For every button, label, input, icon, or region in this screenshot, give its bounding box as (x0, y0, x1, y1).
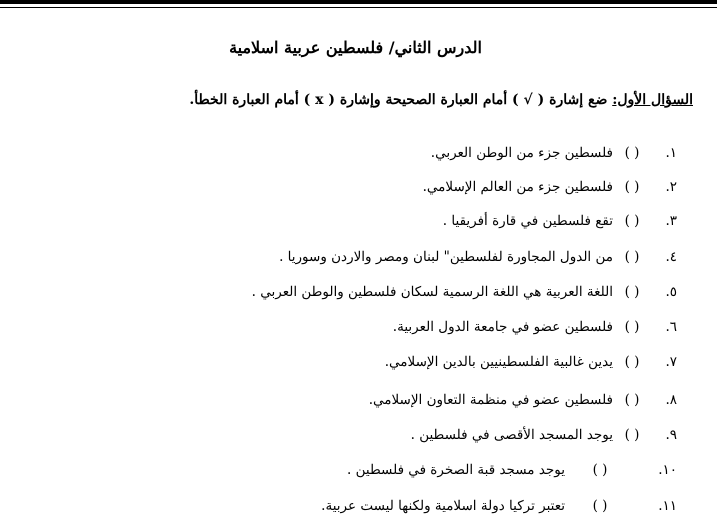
item-number: ٦. (665, 319, 677, 335)
item-text: فلسطين عضو في منظمة التعاون الإسلامي. (368, 392, 613, 408)
item-text: من الدول المجاورة لفلسطين" لبنان ومصر والاردن وسوريا . (279, 249, 613, 265)
item-text: تعتبر تركيا دولة اسلامية ولكنها ليست عربية. (321, 498, 565, 514)
item-number: ٢. (665, 179, 677, 195)
answer-box[interactable]: ( ) (592, 498, 608, 514)
item-text: فلسطين جزء من العالم الإسلامي. (422, 179, 613, 195)
list-item (443, 209, 677, 233)
answer-box[interactable]: ( ) (592, 462, 608, 478)
answer-box[interactable]: ( ) (624, 249, 640, 265)
item-number: ١٠. (658, 462, 677, 478)
item-text: تقع فلسطين في قارة أفريقيا . (442, 213, 613, 229)
list-item (385, 350, 677, 374)
answer-box[interactable]: ( ) (624, 427, 640, 443)
answer-box[interactable]: ( ) (624, 319, 640, 335)
answer-box[interactable]: ( ) (624, 284, 640, 300)
list-item (423, 175, 677, 199)
answer-box[interactable]: ( ) (624, 145, 640, 161)
item-text: اللغة العربية هي اللغة الرسمية لسكان فلسطين والوطن العربي . (251, 284, 613, 300)
question-label: السؤال الأول: (612, 92, 693, 108)
lesson-title: الدرس الثاني/ فلسطين عربية اسلامية (229, 38, 482, 57)
list-item (252, 280, 677, 304)
item-text: يدين غالبية الفلسطينيين بالدين الإسلامي. (384, 354, 613, 370)
item-text: يوجد مسجد قبة الصخرة في فلسطين . (347, 462, 565, 478)
item-number: ٧. (665, 354, 677, 370)
item-number: ٩. (665, 427, 677, 443)
item-number: ٨. (665, 392, 677, 408)
answer-box[interactable]: ( ) (624, 179, 640, 195)
item-text: فلسطين عضو في جامعة الدول العربية. (392, 319, 613, 335)
item-text: يوجد المسجد الأقصى في فلسطين . (410, 427, 613, 443)
item-number: ٥. (665, 284, 677, 300)
list-item (347, 458, 677, 482)
list-item (369, 388, 677, 412)
answer-box[interactable]: ( ) (624, 213, 640, 229)
list-item (321, 494, 677, 518)
item-text: فلسطين جزء من الوطن العربي. (430, 145, 613, 161)
question-instruction: ضع إشارة ( √ ) أمام العبارة الصحيحة وإشارة ( x ) أمام العبارة الخطأ. (189, 92, 613, 108)
item-number: ١١. (658, 498, 677, 514)
answer-box[interactable]: ( ) (624, 392, 640, 408)
list-item (411, 423, 677, 447)
list-item (279, 245, 677, 269)
list-item (431, 141, 677, 165)
answer-box[interactable]: ( ) (624, 354, 640, 370)
item-number: ٣. (665, 213, 677, 229)
list-item (393, 315, 677, 339)
item-number: ٤. (665, 249, 677, 265)
item-number: ١. (665, 145, 677, 161)
